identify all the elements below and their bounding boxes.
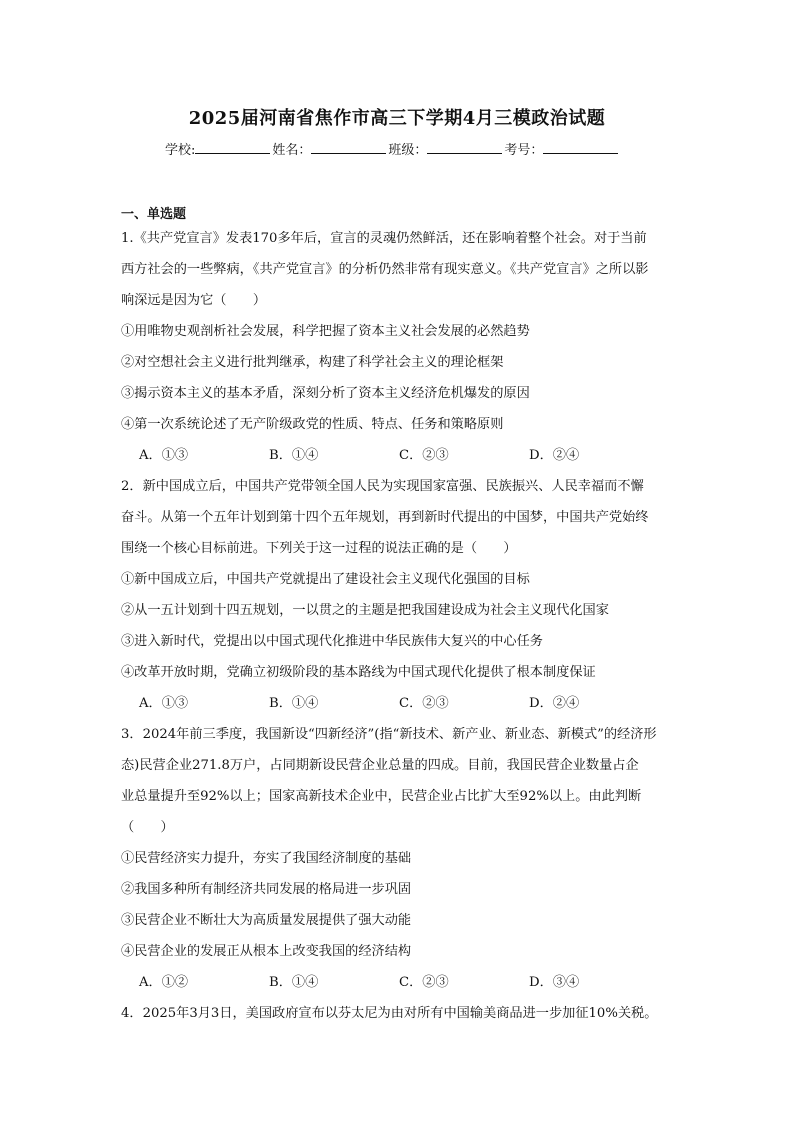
- option-a[interactable]: A．①③: [139, 448, 189, 463]
- option-d[interactable]: D．②④: [529, 696, 580, 711]
- option-c[interactable]: C．②③: [399, 975, 449, 990]
- statement-item: ④民营企业的发展正从根本上改变我国的经济结构: [121, 944, 412, 959]
- question-stem-line: （ ）: [121, 820, 174, 835]
- statement-item: ②对空想社会主义进行批判继承，构建了科学社会主义的理论框架: [121, 355, 504, 370]
- question: [121, 998, 681, 1029]
- class-blank[interactable]: [427, 141, 502, 154]
- question: [121, 471, 681, 719]
- class-label: 班级：: [388, 143, 428, 158]
- question-stem-line: 奋斗。从第一个五年计划到第十四个五年规划，再到新时代提出的中国梦，中国共产党始终: [121, 510, 649, 525]
- exam-number-label: 考号：: [504, 143, 544, 158]
- option-c[interactable]: C．②③: [399, 696, 449, 711]
- statement-item: ①新中国成立后，中国共产党就提出了建设社会主义现代化强国的目标: [121, 572, 530, 587]
- question-stem-line: 业总量提升至92%以上；国家高新技术企业中，民营企业占比扩大至92%以上。由此判断: [121, 789, 642, 804]
- section-title: 一、单选题: [121, 207, 187, 222]
- statement-item: ②我国多种所有制经济共同发展的格局进一步巩固: [121, 882, 412, 897]
- question-list: [121, 223, 681, 1029]
- question-stem-line: 1.《共产党宣言》发表170多年后，宣言的灵魂仍然鲜活，还在影响着整个社会。对于当前: [121, 231, 647, 246]
- question-stem-line: 态)民营企业271.8万户，占同期新设民营企业总量的四成。目前，我国民营企业数量占企: [121, 758, 639, 773]
- statement-item: ③民营企业不断壮大为高质量发展提供了强大动能: [121, 913, 412, 928]
- page-title: 2025届河南省焦作市高三下学期4月三模政治试题: [188, 108, 606, 129]
- option-b[interactable]: B．①④: [269, 696, 319, 711]
- option-d[interactable]: D．③④: [529, 975, 580, 990]
- statement-item: ③进入新时代，党提出以中国式现代化推进中华民族伟大复兴的中心任务: [121, 634, 543, 649]
- school-blank[interactable]: [195, 141, 270, 154]
- question-stem-line: 2．新中国成立后，中国共产党带领全国人民为实现国家富强、民族振兴、人民幸福而不懈: [121, 479, 644, 494]
- question-stem-line: 3．2024年前三季度，我国新设“四新经济”(指“新技术、新产业、新业态、新模式”的经济形: [121, 727, 657, 742]
- question-stem-line: 围绕一个核心目标前进。下列关于这一过程的说法正确的是（ ）: [121, 541, 517, 556]
- statement-item: ③揭示资本主义的基本矛盾，深刻分析了资本主义经济危机爆发的原因: [121, 386, 530, 401]
- answer-options: [121, 688, 681, 719]
- question-stem-line: 西方社会的一些弊病，《共产党宣言》的分析仍然非常有现实意义。《共产党宣言》之所以影: [121, 262, 649, 277]
- answer-options: [121, 440, 681, 471]
- option-d[interactable]: D．②④: [529, 448, 580, 463]
- name-blank[interactable]: [311, 141, 386, 154]
- statement-item: ④第一次系统论述了无产阶级政党的性质、特点、任务和策略原则: [121, 417, 504, 432]
- question: [121, 719, 681, 998]
- question-stem-line: 4．2025年3月3日，美国政府宣布以芬太尼为由对所有中国输美商品进一步加征10%关税。: [121, 1006, 658, 1021]
- statement-item: ①用唯物史观剖析社会发展，科学把握了资本主义社会发展的必然趋势: [121, 324, 530, 339]
- answer-options: [121, 967, 681, 998]
- option-c[interactable]: C．②③: [399, 448, 449, 463]
- school-label: 学校:: [165, 143, 196, 158]
- exam-number-blank[interactable]: [543, 141, 618, 154]
- statement-item: ②从一五计划到十四五规划，一以贯之的主题是把我国建设成为社会主义现代化国家: [121, 603, 609, 618]
- statement-item: ④改革开放时期，党确立初级阶段的基本路线为中国式现代化提供了根本制度保证: [121, 665, 596, 680]
- option-b[interactable]: B．①④: [269, 975, 319, 990]
- question-stem-line: 响深远是因为它（ ）: [121, 293, 267, 308]
- student-info-row: [165, 139, 620, 158]
- name-label: 姓名：: [272, 143, 312, 158]
- statement-item: ①民营经济实力提升，夯实了我国经济制度的基础: [121, 851, 412, 866]
- option-b[interactable]: B．①④: [269, 448, 319, 463]
- option-a[interactable]: A．①③: [139, 696, 189, 711]
- question: [121, 223, 681, 471]
- option-a[interactable]: A．①②: [139, 975, 189, 990]
